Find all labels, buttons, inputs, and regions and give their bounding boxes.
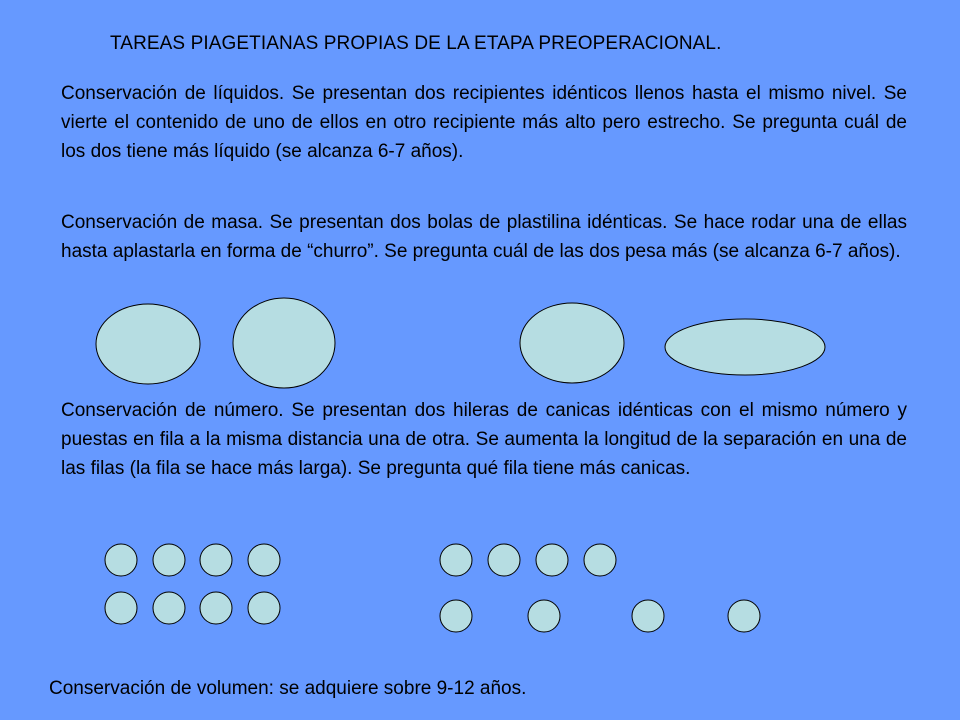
liquids-conservation-paragraph: Conservación de líquidos. Se presentan dos recipientes idénticos llenos hasta el mismo nivel. Se vierte el contenido de uno de ellos en otro recipiente más alto pero estrecho. Se pregunta cuál de los dos tiene más líquido (se alcanza 6-7 años). <box>61 83 907 162</box>
clay-ball-right <box>233 298 335 388</box>
mass-conservation-paragraph: Conservación de masa. Se presentan dos bolas de plastilina idénticas. Se hace rodar una de ellas hasta aplastarla en forma de “churro”. Se pregunta cuál de las dos pesa más (se alcanza 6-7 años). <box>61 212 907 262</box>
marble <box>200 592 232 624</box>
marble <box>248 544 280 576</box>
marble <box>536 544 568 576</box>
marble <box>440 600 472 632</box>
volume-conservation-note: Conservación de volumen: se adquiere sobre 9-12 años. <box>49 678 527 699</box>
clay-churro <box>665 319 825 375</box>
slide-title: TAREAS PIAGETIANAS PROPIAS DE LA ETAPA PREOPERACIONAL. <box>110 33 722 54</box>
marble <box>728 600 760 632</box>
marble <box>105 544 137 576</box>
marble <box>153 544 185 576</box>
marble <box>105 592 137 624</box>
marbles-spread-rows <box>440 544 760 632</box>
marble <box>248 592 280 624</box>
marble <box>632 600 664 632</box>
marble <box>488 544 520 576</box>
clay-ball-unchanged <box>520 303 624 383</box>
marble <box>200 544 232 576</box>
marble <box>153 592 185 624</box>
marble <box>584 544 616 576</box>
number-conservation-paragraph: Conservación de número. Se presentan dos hileras de canicas idénticas con el mismo número y puestas en fila a la misma distancia una de otra. Se aumenta la longitud de la separación en una de las filas (la fila se hace más larga). Se pregunta qué fila tiene más canicas. <box>61 400 907 479</box>
marble <box>528 600 560 632</box>
clay-ball-left <box>96 304 200 384</box>
marble <box>440 544 472 576</box>
marbles-equal-rows <box>105 544 280 624</box>
